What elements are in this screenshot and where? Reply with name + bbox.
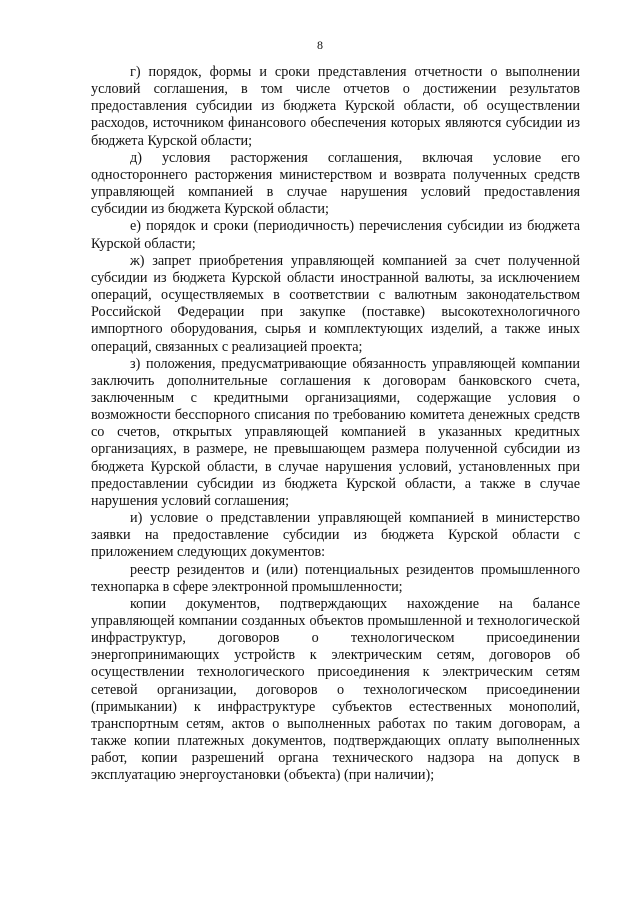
paragraph-d: д) условия расторжения соглашения, включая условие его одностороннего расторжения министерством и возврата полученных средств управляющей компанией в случае нарушения условий предоставления субсидии из бюджета Курской области; (91, 149, 580, 218)
page-number: 8 (317, 38, 323, 52)
paragraph-zh: ж) запрет приобретения управляющей компанией за счет полученной субсидии из бюджета Курской области иностранной валюты, за исключением операций, осуществляемых в соответствии с валютным законодательством Российской Федерации при закупке (поставке) высокотехнологичного импортного оборудования, сырья и комплектующих изделий, а также иных операций, связанных с реализацией проекта; (91, 252, 580, 355)
paragraph-registry: реестр резидентов и (или) потенциальных резидентов промышленного технопарка в сфере электронной промышленности; (91, 561, 580, 595)
paragraph-documents: копии документов, подтверждающих нахождение на балансе управляющей компании созданных объектов промышленной и технологической инфраструктур, договоров о технологическом присоединении энергопринимающих устройств к электрическим сетям, договоров об осуществлении технологического присоединения к электрическим сетям сетевой организации, договоров о технологическом присоединении (примыкании) к инфраструктуре субъектов естественных монополий, транспортным сетям, актов о выполненных работах по таким договорам, а также копии платежных документов, подтверждающих оплату выполненных работ, копии разрешений органа технического надзора на допуск в эксплуатацию энергоустановки (объекта) (при наличии); (91, 595, 580, 784)
paragraph-e: е) порядок и сроки (периодичность) перечисления субсидии из бюджета Курской области; (91, 218, 580, 252)
paragraph-z: з) положения, предусматривающие обязанность управляющей компании заключить дополнительные соглашения к договорам банковского счета, заключенным с кредитными организациями, содержащие условия о возможности бесспорного списания по требованию комитета денежных средств со счетов, открытых управляющей компанией в указанных кредитных организациях, в размере, не превышающем размера полученной субсидии из бюджета Курской области, в случае нарушения условий, установленных при предоставлении субсидии из бюджета Курской области, а также в случае нарушения условий соглашения; (91, 355, 580, 509)
paragraph-i: и) условие о представлении управляющей компанией в министерство заявки на предоставление субсидии из бюджета Курской области с приложением следующих документов: (91, 510, 580, 561)
document-body (91, 64, 580, 785)
paragraph-g: г) порядок, формы и сроки представления отчетности о выполнении условий соглашения, в том числе отчетов о достижении результатов предоставления субсидии из бюджета Курской области, об осуществлении расходов, источником финансового обеспечения которых являются субсидии из бюджета Курской области; (91, 64, 580, 149)
